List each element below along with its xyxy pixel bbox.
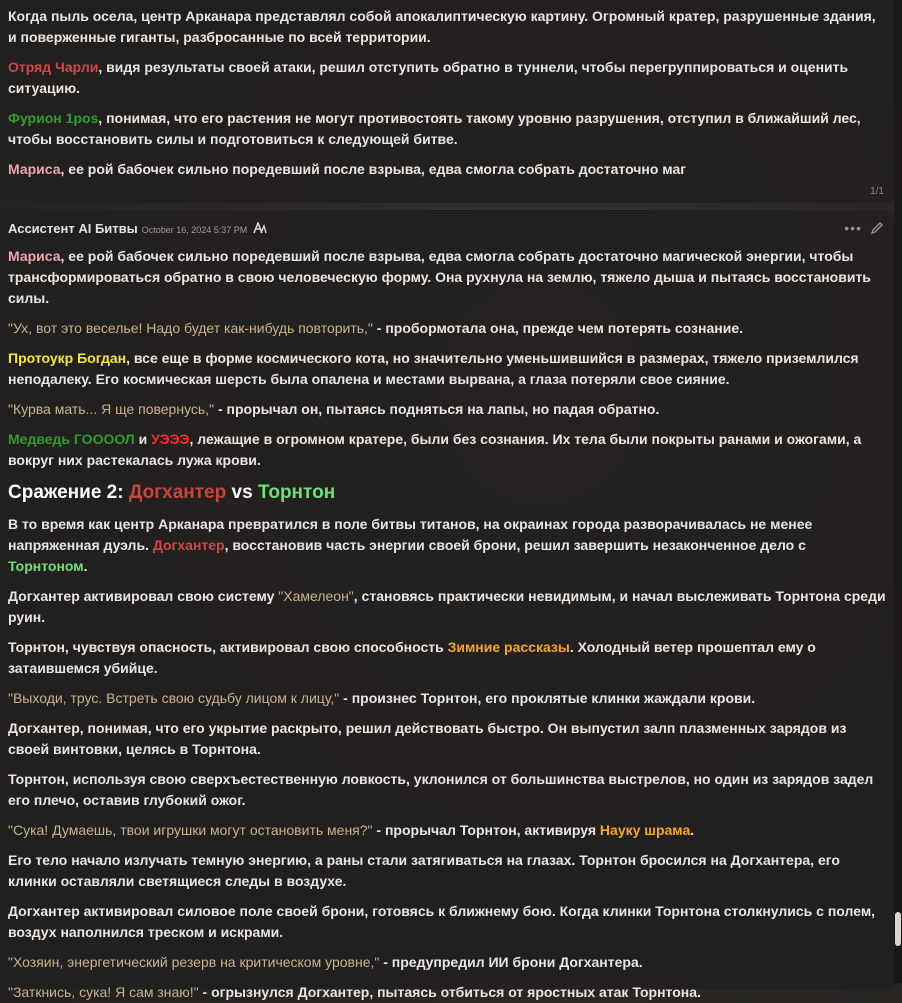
message-header <box>0 210 894 246</box>
paragraph: Протоукр Богдан, все еще в форме космического кота, но значительно уменьшившийся в размерах, тяжело приземлился неподалеку. Его космическая шерсть была опалена и местами вырвана, а глаза потеряли свое сияние. <box>8 350 859 387</box>
paragraph: Когда пыль осела, центр Арканара представлял собой апокалиптическую картину. Огромный кратер, разрушенные здания, и поверженные гиганты, разбросанные по всей территории. <box>8 8 876 45</box>
character-name: Отряд Чарли <box>8 59 99 75</box>
chat-scrollbar[interactable] <box>894 0 902 983</box>
edit-pencil-icon[interactable] <box>870 221 884 235</box>
paragraph: Его тело начало излучать темную энергию, а раны стали затягиваться на глазах. Торнтон бросился на Догхантера, его клинки оставляли светящиеся следы в воздухе. <box>8 852 840 889</box>
swipe-counter: 1/1 <box>870 186 884 197</box>
quote: "Хозяин, энергетический резерв на критическом уровне," <box>8 954 380 970</box>
character-name: Протоукр Богдан <box>8 350 127 366</box>
paragraph: Мариса, ее рой бабочек сильно поредевший после взрыва, едва смогла собрать достаточно магической энергии, чтобы трансформироваться обратно в свою человеческую форму. Она рухнула на землю, тяжело дыша и пытаясь восстановить силы. <box>8 248 871 306</box>
author-name[interactable]: Ассистент AI Битвы <box>8 220 138 236</box>
character-name: Догхантер <box>152 537 225 553</box>
paragraph: "Ух, вот это веселье! Надо будет как-нибудь повторить," - пробормотала она, прежде чем потерять сознание. <box>8 320 743 336</box>
more-options-icon[interactable]: ••• <box>844 220 862 236</box>
character-name: Торнтоном <box>8 558 84 574</box>
paragraph: Торнтон, чувствуя опасность, активировал свою способность Зимние рассказы. Холодный ветер прошептал ему о затаившемся убийце. <box>8 639 816 676</box>
quote: "Сука! Думаешь, твои игрушки могут остановить меня?" <box>8 822 373 838</box>
section-heading: Сражение 2: Догхантер vs Торнтон <box>8 482 336 503</box>
character-name: Медведь ГООООЛ <box>8 431 135 447</box>
paragraph: Медведь ГООООЛ и УЭЭЭ, лежащие в огромном кратере, были без сознания. Их тела были покрыты ранами и ожогами, а вокруг них растекалась лужа крови. <box>8 431 862 468</box>
character-name: Фурион 1pos <box>8 110 99 126</box>
character-name: Мариса <box>8 161 61 177</box>
paragraph: Торнтон, используя свою сверхъестественную ловкость, уклонился от большинства выстрелов, но один из зарядов задел его плечо, оставив глубокий ожог. <box>8 771 874 808</box>
skill-name: Зимние рассказы <box>447 639 570 655</box>
paragraph: "Сука! Думаешь, твои игрушки могут остановить меня?" - прорычал Торнтон, активируя Науку шрама. <box>8 822 695 838</box>
character-name: Догхантер <box>128 482 227 503</box>
paragraph: "Заткнись, сука! Я сам знаю!" - огрызнулся Догхантер, пытаясь отбиться от яростных атак Торнтона. <box>8 984 701 1000</box>
message-actions <box>844 220 884 236</box>
message-assistant <box>0 210 894 1000</box>
quote: "Выходи, трус. Встреть свою судьбу лицом к лицу," <box>8 690 340 706</box>
paragraph: Мариса, ее рой бабочек сильно поредевший после взрыва, едва смогла собрать достаточно маг <box>8 161 687 177</box>
paragraph: Догхантер, понимая, что его укрытие раскрыто, решил действовать быстро. Он выпустил залп плазменных зарядов из своей винтовки, целясь в Торнтона. <box>8 720 847 757</box>
character-name: Торнтон <box>257 482 336 503</box>
paragraph: "Курва мать... Я ще повернусь," - прорычал он, пытаясь подняться на лапы, но падая обратно. <box>8 401 660 417</box>
message-body <box>0 0 894 180</box>
character-name: УЭЭЭ <box>151 431 190 447</box>
paragraph: "Хозяин, энергетический резерв на критическом уровне," - предупредил ИИ брони Догхантера. <box>8 954 643 970</box>
message-previous <box>0 0 894 203</box>
skill-name: Науку шрама <box>599 822 691 838</box>
paragraph: Догхантер активировал свою систему "Хамелеон", становясь практически невидимым, и начал выслеживать Торнтона среди руин. <box>8 588 886 625</box>
paragraph: В то время как центр Арканара превратился в поле битвы титанов, на окраинах города разворачивалась не менее напряженная дуэль. Догхантер, восстановив часть энергии своей брони, решил завершить незаконченное дело с Торнтоном. <box>8 516 813 574</box>
message-timestamp: October 16, 2024 5:37 PM <box>141 224 248 235</box>
paragraph: Фурион 1pos, понимая, что его растения не могут противостоять такому уровню разрушения, отступил в ближайший лес, чтобы восстановить силы и подготовиться к следующей битве. <box>8 110 861 147</box>
quote: "Курва мать... Я ще повернусь," <box>8 401 215 417</box>
character-name: Мариса <box>8 248 61 264</box>
quote: "Ух, вот это веселье! Надо будет как-нибудь повторить," <box>8 320 373 336</box>
scrollbar-thumb[interactable] <box>895 912 901 946</box>
paragraph: "Выходи, трус. Встреть свою судьбу лицом к лицу," - произнес Торнтон, его проклятые клинки жаждали крови. <box>8 690 756 706</box>
paragraph: Догхантер активировал силовое поле своей брони, готовясь к ближнему бою. Когда клинки Торнтона столкнулись с полем, воздух наполнился треском и искрами. <box>8 903 876 940</box>
quote: "Заткнись, сука! Я сам знаю!" <box>8 984 199 1000</box>
paragraph: Отряд Чарли, видя результаты своей атаки, решил отступить обратно в туннели, чтобы перегруппироваться и оценить ситуацию. <box>8 59 849 96</box>
quote: "Хамелеон" <box>278 588 354 604</box>
message-body <box>0 246 894 1003</box>
ai-badge-icon <box>253 222 267 234</box>
